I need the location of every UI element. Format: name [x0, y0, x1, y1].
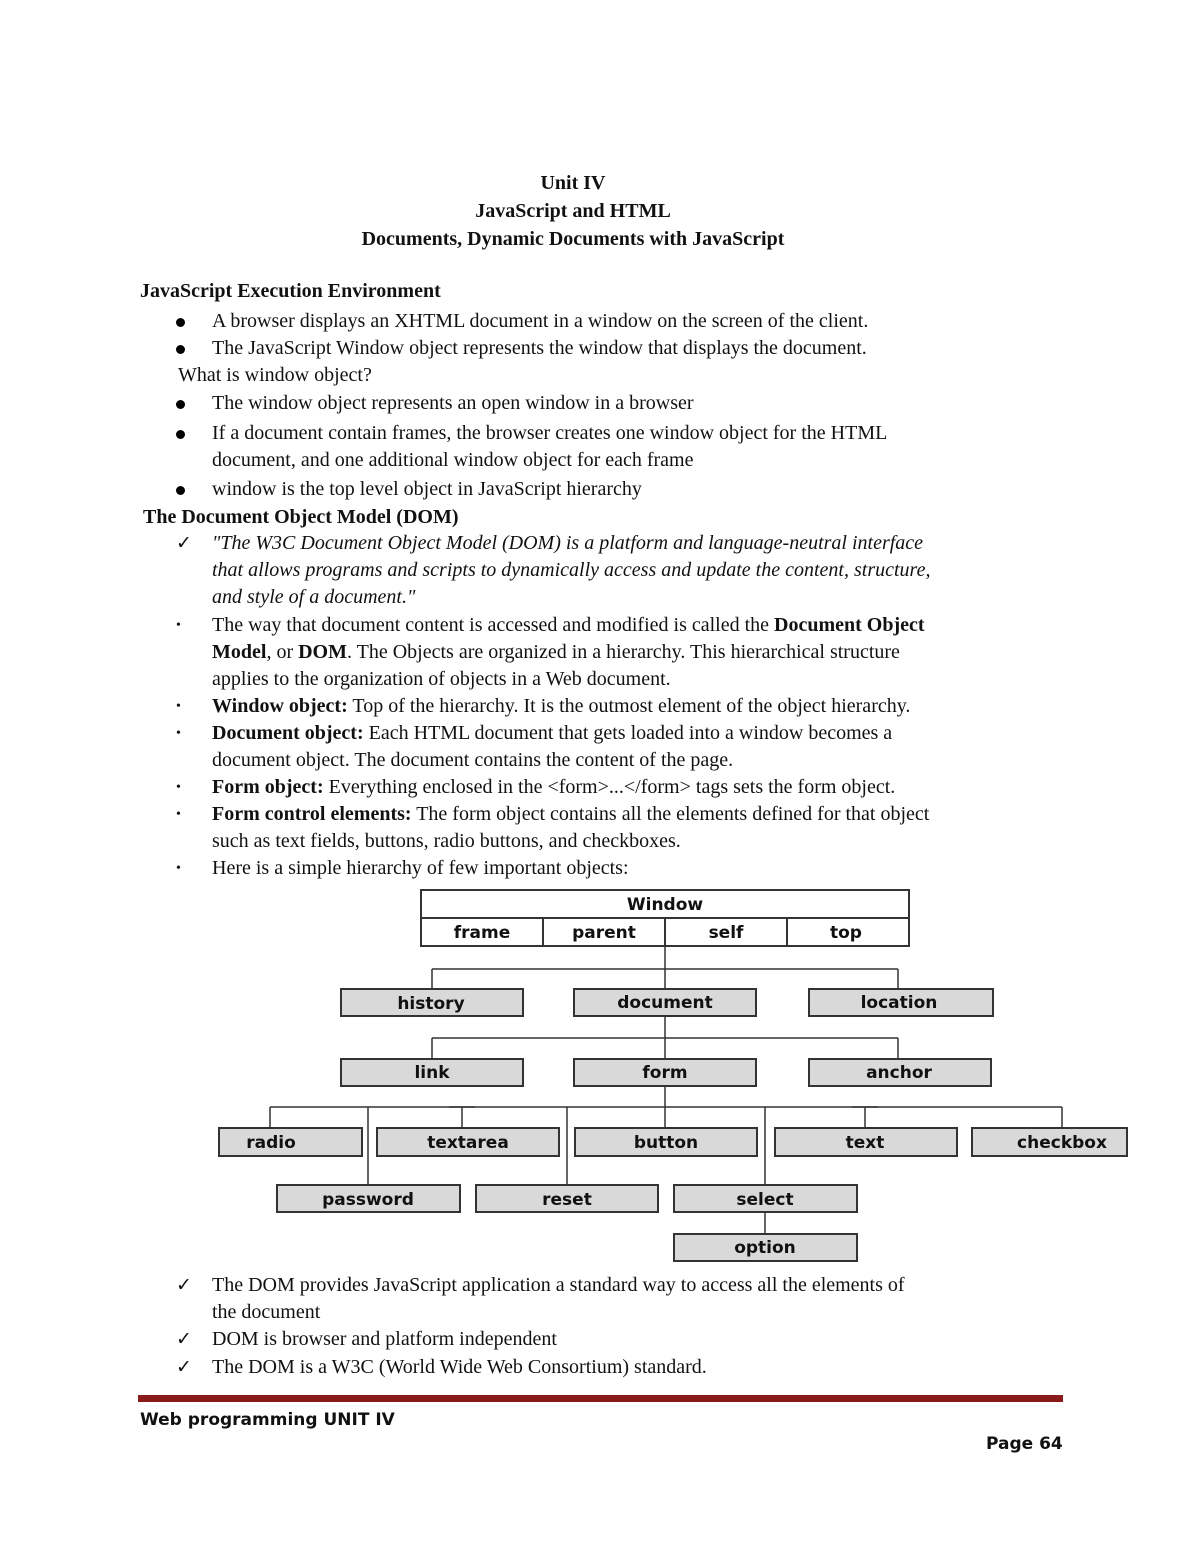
dom-definition-cont: applies to the organization of objects in a Web document. — [212, 668, 671, 690]
list-item-continuation: document, and one additional window object for each frame — [212, 449, 694, 471]
node-link: link — [414, 1063, 450, 1083]
node-parent: parent — [572, 923, 636, 943]
dom-definition-cont: Model, or DOM. The Objects are organized in a hierarchy. This hierarchical structure — [212, 641, 900, 663]
node-frame: frame — [453, 923, 511, 943]
subject-title: JavaScript and HTML — [475, 200, 671, 222]
list-item: window is the top level object in JavaScript hierarchy — [212, 478, 642, 500]
checkmark-icon: ✓ — [176, 532, 192, 554]
node-form: form — [642, 1063, 688, 1083]
node-textarea: textarea — [427, 1133, 509, 1153]
bullet-icon: • — [176, 699, 181, 714]
node-window: Window — [626, 895, 704, 915]
page-number: Page 64 — [986, 1434, 1063, 1454]
document-object-item: Document object: Each HTML document that gets loaded into a window becomes a — [212, 722, 893, 744]
node-document: document — [617, 993, 713, 1013]
node-password: password — [322, 1190, 414, 1210]
node-text: text — [845, 1133, 885, 1153]
unit-title: Unit IV — [540, 172, 606, 194]
check-item: The DOM provides JavaScript application a standard way to access all the elements of — [212, 1274, 905, 1296]
document-object-item-cont: document object. The document contains the content of the page. — [212, 749, 734, 771]
list-item: A browser displays an XHTML document in a window on the screen of the client. — [212, 310, 869, 332]
dom-definition: The way that document content is accessed and modified is called the Document Object — [212, 614, 925, 636]
node-location: location — [860, 993, 938, 1013]
quote-line: that allows programs and scripts to dynamically access and update the content, structure, — [212, 559, 931, 581]
form-control-item: Form control elements: The form object contains all the elements defined for that object — [212, 803, 930, 825]
quote-line: "The W3C Document Object Model (DOM) is a platform and language-neutral interface — [212, 532, 924, 554]
check-item-cont: the document — [212, 1301, 321, 1323]
list-item: The JavaScript Window object represents the window that displays the document. — [212, 337, 867, 359]
footer-course-label: Web programming UNIT IV — [140, 1410, 395, 1430]
topic-title: Documents, Dynamic Documents with JavaScript — [361, 228, 785, 250]
bullet-icon: • — [176, 726, 181, 741]
section-heading-dom: The Document Object Model (DOM) — [143, 506, 459, 528]
form-control-item-cont: such as text fields, buttons, radio buttons, and checkboxes. — [212, 830, 681, 852]
bullet-icon: • — [176, 807, 181, 822]
window-object-item: Window object: Top of the hierarchy. It is the outmost element of the object hierarchy. — [212, 695, 911, 717]
footer-divider — [138, 1395, 1063, 1402]
node-radio: radio — [246, 1133, 296, 1153]
question-text: What is window object? — [178, 364, 372, 386]
bullet-icon: • — [176, 861, 181, 876]
quote-line: and style of a document." — [212, 586, 416, 608]
checkmark-icon: ✓ — [176, 1328, 192, 1350]
checkmark-icon: ✓ — [176, 1356, 192, 1378]
check-item: The DOM is a W3C (World Wide Web Consortium) standard. — [212, 1356, 707, 1378]
check-item: DOM is browser and platform independent — [212, 1328, 557, 1350]
bullet-icon: • — [176, 780, 181, 795]
node-anchor: anchor — [866, 1063, 932, 1083]
section-heading-execution-env: JavaScript Execution Environment — [140, 280, 441, 302]
node-top: top — [830, 923, 862, 943]
hierarchy-intro: Here is a simple hierarchy of few important objects: — [212, 857, 629, 879]
node-history: history — [397, 994, 465, 1014]
node-self: self — [708, 923, 744, 943]
node-checkbox: checkbox — [1017, 1133, 1107, 1153]
list-item: If a document contain frames, the browser creates one window object for the HTML — [212, 422, 888, 444]
bullet-icon: • — [176, 618, 181, 633]
node-reset: reset — [542, 1190, 592, 1210]
form-object-item: Form object: Everything enclosed in the <form>...</form> tags sets the form object. — [212, 776, 896, 798]
list-item: The window object represents an open window in a browser — [212, 392, 694, 414]
node-select: select — [736, 1190, 794, 1210]
node-option: option — [734, 1238, 796, 1258]
node-button: button — [633, 1133, 699, 1153]
checkmark-icon: ✓ — [176, 1274, 192, 1296]
